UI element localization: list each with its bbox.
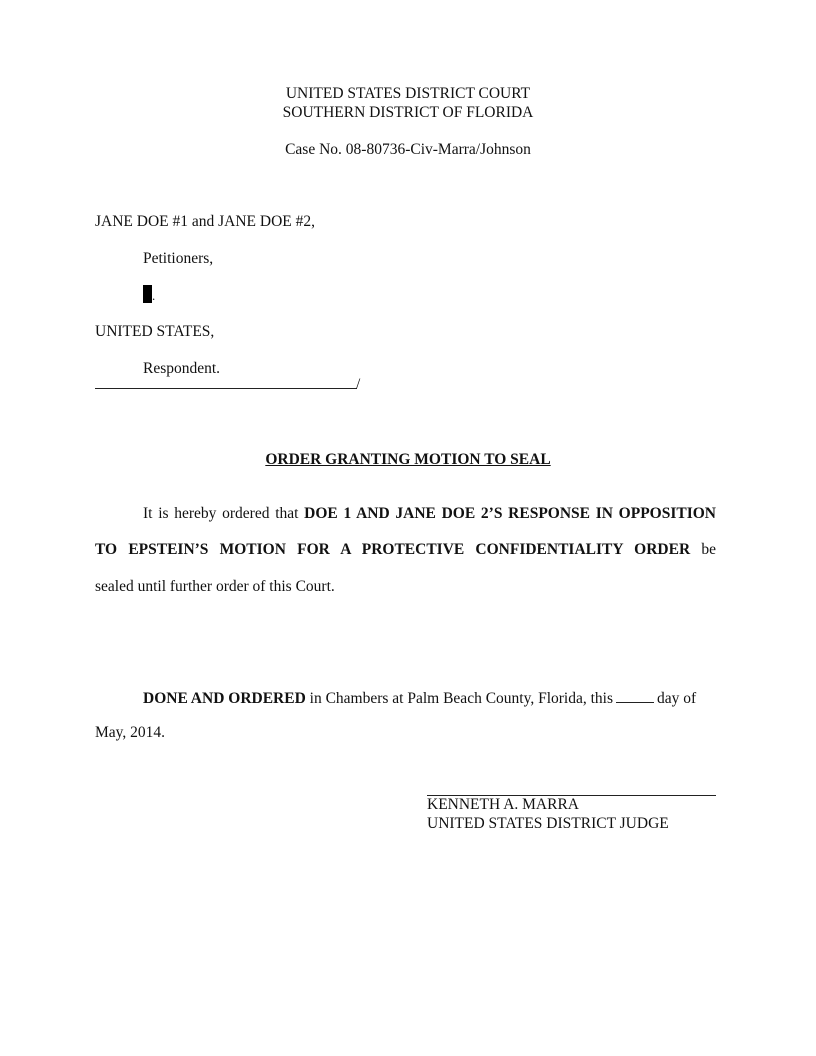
respondent-name: UNITED STATES, [95, 323, 215, 340]
done-ordered-tail: day of [657, 690, 697, 707]
done-ordered-bold: DONE AND ORDERED [143, 690, 306, 707]
order-paragraph-line3: sealed until further order of this Court. [95, 578, 335, 595]
done-ordered-line [143, 688, 716, 708]
petitioners-names: JANE DOE #1 and JANE DOE #2, [95, 213, 315, 230]
response-title-part2: TO EPSTEIN’S MOTION FOR A PROTECTIVE CONFIDENTIALITY ORDER [95, 541, 691, 558]
petitioners-label: Petitioners, [143, 250, 214, 267]
order-date: May, 2014. [95, 724, 166, 741]
order-paragraph-line2 [95, 541, 716, 559]
done-ordered-text: in Chambers at Palm Beach County, Florida, this [305, 690, 614, 707]
order-paragraph-line1 [143, 505, 716, 523]
order-title: ORDER GRANTING MOTION TO SEAL [265, 451, 551, 468]
order-tail-text: be [690, 541, 716, 558]
caption-divider [95, 388, 357, 389]
court-name: UNITED STATES DISTRICT COURT [285, 85, 531, 102]
court-district: SOUTHERN DISTRICT OF FLORIDA [282, 104, 534, 121]
judge-title: UNITED STATES DISTRICT JUDGE [427, 815, 669, 832]
order-lead-text: It is hereby ordered that [143, 505, 305, 522]
redaction-block [143, 285, 152, 303]
judge-name: KENNETH A. MARRA [427, 796, 579, 813]
versus-punctuation: . [152, 288, 156, 303]
response-title-part1: DOE 1 AND JANE DOE 2’S RESPONSE IN OPPOSITION [304, 505, 716, 522]
caption-slash: / [356, 376, 361, 393]
case-number: Case No. 08-80736-Civ-Marra/Johnson [285, 141, 531, 158]
respondent-label: Respondent. [143, 360, 221, 377]
day-blank [616, 688, 654, 703]
